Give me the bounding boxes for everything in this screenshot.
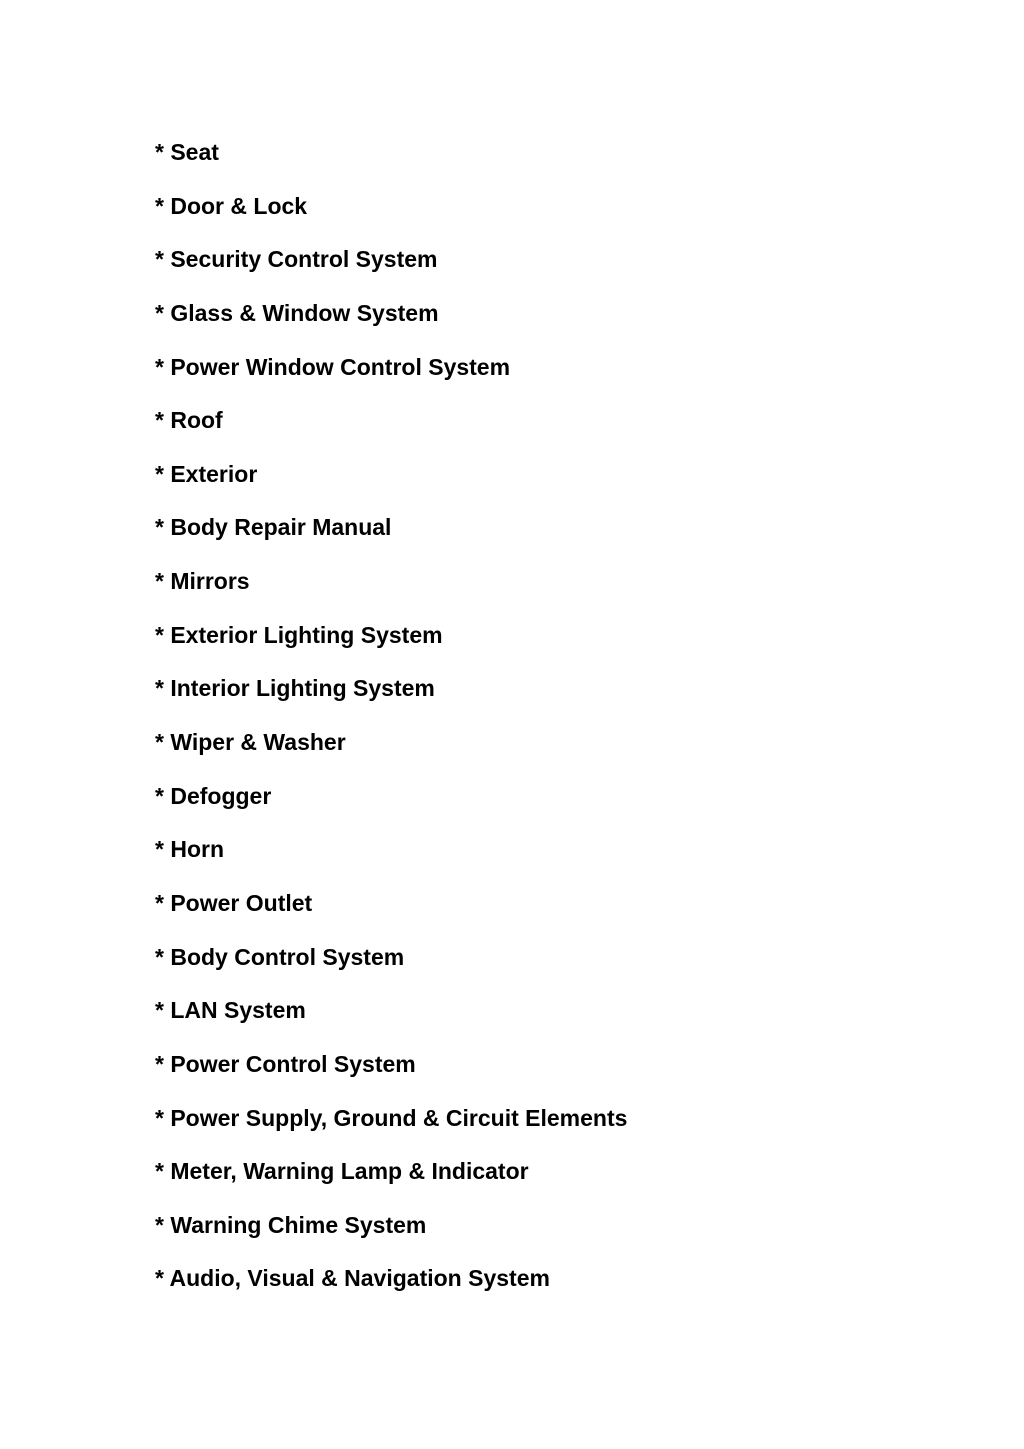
topic-list: [155, 134, 627, 1314]
list-item: * Door & Lock: [155, 192, 308, 219]
list-item: * Wiper & Washer: [155, 729, 346, 756]
list-item: * Roof: [155, 407, 223, 434]
list-item: * Exterior Lighting System: [155, 621, 443, 648]
list-item: * Exterior: [155, 460, 258, 487]
list-item: * Meter, Warning Lamp & Indicator: [155, 1158, 529, 1185]
list-item: * Body Repair Manual: [155, 514, 392, 541]
list-item: * LAN System: [155, 997, 306, 1024]
list-item: * Warning Chime System: [155, 1211, 427, 1238]
list-item: * Glass & Window System: [155, 299, 439, 326]
list-item: * Power Supply, Ground & Circuit Elements: [155, 1104, 628, 1131]
list-item: * Security Control System: [155, 246, 438, 273]
list-item: * Power Outlet: [155, 889, 313, 916]
list-item: * Mirrors: [155, 568, 250, 595]
list-item: * Power Window Control System: [155, 353, 511, 380]
list-item: * Power Control System: [155, 1050, 416, 1077]
list-item: * Horn: [155, 836, 224, 863]
list-item: * Audio, Visual & Navigation System: [155, 1265, 550, 1292]
list-item: * Defogger: [155, 782, 272, 809]
list-item: * Seat: [155, 139, 219, 165]
list-item: * Body Control System: [155, 943, 405, 970]
list-item: * Interior Lighting System: [155, 675, 435, 702]
